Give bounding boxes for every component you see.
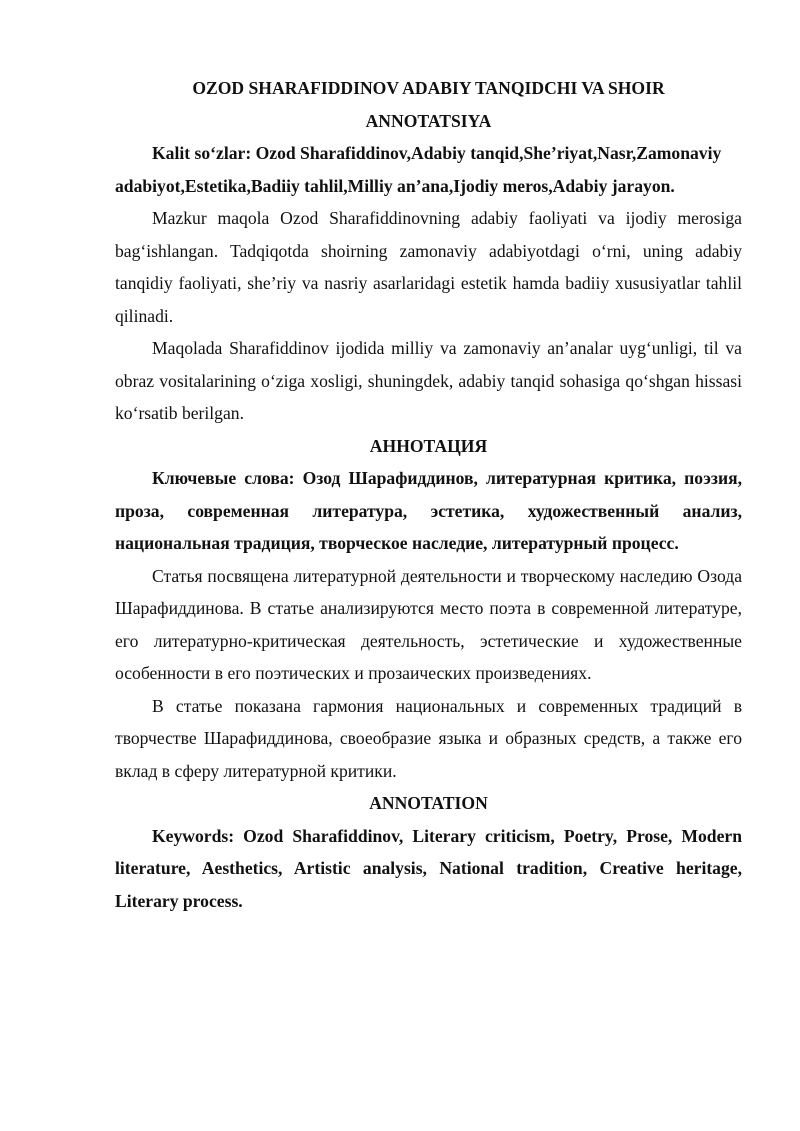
ru-keywords: Ключевые слова: Озод Шарафиддинов, литературная критика, поэзия, проза, современная литература, эстетика, художественный анализ, национальная традиция, творческое наследие, литературный процесс. [115, 468, 742, 553]
ru-annotation-heading: АННОТАЦИЯ [369, 435, 488, 456]
uz-paragraph-1: Mazkur maqola Ozod Sharafiddinovning adabiy faoliyati va ijodiy merosiga bag‘ishlangan. Tadqiqotda shoirning zamonaviy adabiyotdagi o‘rni, uning adabiy tanqidiy faoliyati, she’riy va nasriy asarlaridagi estetik hamda badiiy xususiyatlar tahlil qilinadi. [115, 208, 742, 326]
ru-paragraph-1: Статья посвящена литературной деятельности и творческому наследию Озода Шарафиддинова. В статье анализируются место поэта в современной литературе, его литературно-критическая деятельность, эстетические и художественные особенности в его поэтических и прозаических произведениях. [115, 565, 742, 683]
uz-paragraph-2: Maqolada Sharafiddinov ijodida milliy va zamonaviy an’analar uyg‘unligi, til va obraz vositalarining o‘ziga xosligi, shuningdek, adabiy tanqid sohasiga qo‘shgan hissasi ko‘rsatib berilgan. [115, 338, 742, 423]
ru-paragraph-2: В статье показана гармония национальных и современных традиций в творчестве Шарафиддинова, своеобразие языка и образных средств, а также его вклад в сферу литературной критики. [115, 695, 742, 781]
uz-keywords: Kalit so‘zlar: Ozod Sharafiddinov,Adabiy tanqid,She’riyat,Nasr,Zamonaviy adabiyot,Estetika,Badiiy tahlil,Milliy an’ana,Ijodiy meros,Adabiy jarayon. [115, 143, 722, 196]
uz-annotation-heading: ANNOTATSIYA [365, 110, 492, 131]
document-title: OZOD SHARAFIDDINOV ADABIY TANQIDCHI VA SHOIR [192, 78, 665, 98]
document-page [115, 72, 742, 917]
en-annotation-heading: ANNOTATION [369, 793, 488, 813]
en-keywords: Keywords: Ozod Sharafiddinov, Literary criticism, Poetry, Prose, Modern literature, Aesthetics, Artistic analysis, National tradition, Creative heritage, Literary process. [115, 825, 742, 911]
